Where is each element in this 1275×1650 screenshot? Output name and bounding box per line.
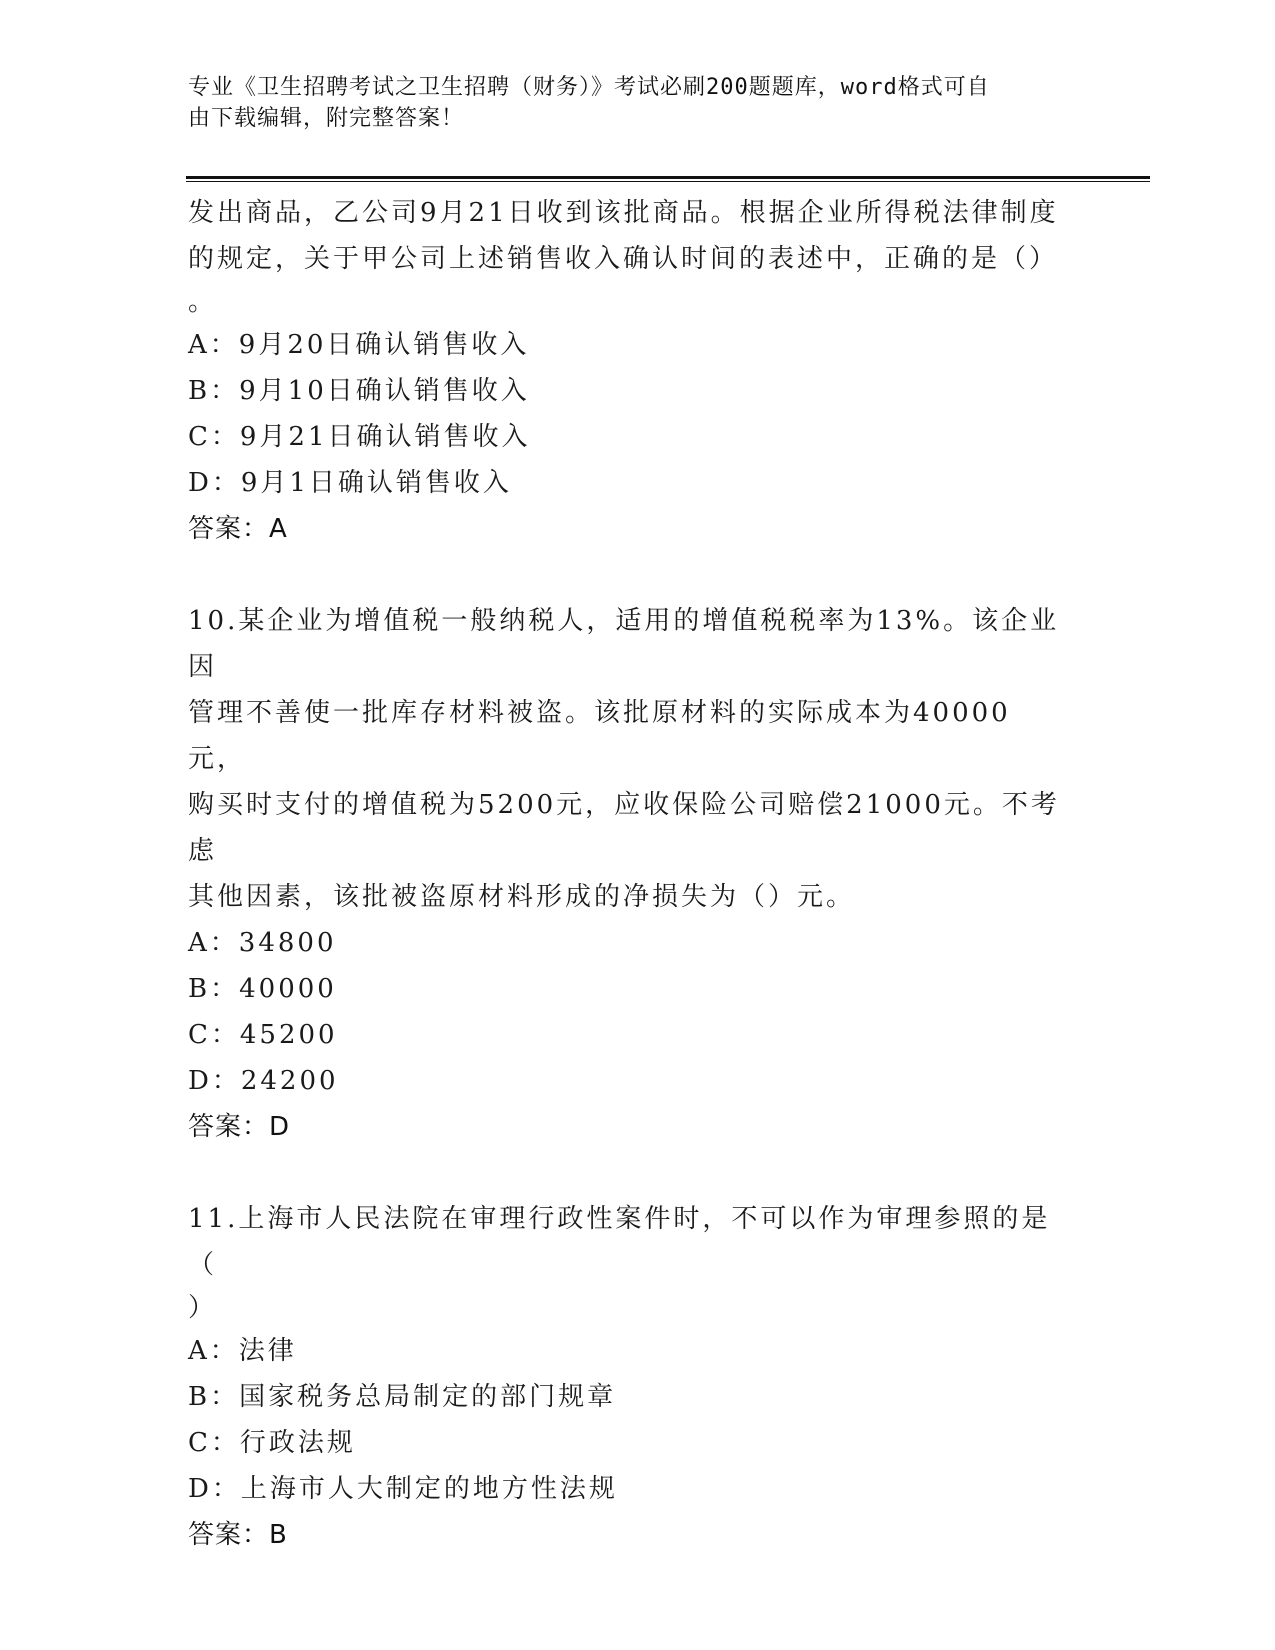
option-c: C：行政法规 (188, 1428, 356, 1458)
option-c: C：45200 (188, 1020, 338, 1050)
question-10 (188, 598, 1068, 1150)
option-b: B：9月10日确认销售收入 (188, 376, 530, 406)
header-line-1: 专业《卫生招聘考试之卫生招聘（财务）》考试必刷200题题库，word格式可自 (188, 75, 990, 100)
document-header (188, 72, 1068, 134)
header-line-2: 由下载编辑，附完整答案！ (188, 106, 465, 131)
question-9 (188, 190, 1068, 552)
spacer (188, 552, 1068, 598)
option-a: A：34800 (188, 928, 337, 958)
answer-line: 答案：D (188, 1112, 291, 1142)
question-text-line: ） (188, 1293, 218, 1323)
question-text-line: 管理不善使一批库存材料被盗。该批原材料的实际成本为40000元， (188, 698, 1011, 774)
header-rule-thin (186, 181, 1150, 182)
question-text-line: 购买时支付的增值税为5200元，应收保险公司赔偿21000元。不考虑 (188, 790, 1060, 866)
question-text-line: 11.上海市人民法院在审理行政性案件时，不可以作为审理参照的是（ (188, 1204, 1051, 1280)
option-a: A：法律 (188, 1336, 297, 1366)
question-list (188, 190, 1068, 1558)
question-text-line: 发出商品，乙公司9月21日收到该批商品。根据企业所得税法律制度 (188, 198, 1059, 228)
option-d: D：9月1日确认销售收入 (188, 468, 512, 498)
answer-line: 答案：B (188, 1520, 288, 1550)
option-b: B：40000 (188, 974, 337, 1004)
spacer (188, 1150, 1068, 1196)
question-text-line: 。 (188, 287, 218, 317)
answer-line: 答案：A (188, 514, 288, 544)
option-b: B：国家税务总局制定的部门规章 (188, 1382, 617, 1412)
question-text-line: 的规定，关于甲公司上述销售收入确认时间的表述中，正确的是（） (188, 244, 1059, 274)
option-c: C：9月21日确认销售收入 (188, 422, 531, 452)
option-a: A：9月20日确认销售收入 (188, 330, 530, 360)
header-rule-thick (186, 176, 1150, 179)
question-11 (188, 1196, 1068, 1558)
option-d: D：24200 (188, 1066, 339, 1096)
question-text-line: 其他因素，该批被盗原材料形成的净损失为（）元。 (188, 882, 856, 912)
option-d: D：上海市人大制定的地方性法规 (188, 1474, 618, 1504)
question-text-line: 10.某企业为增值税一般纳税人，适用的增值税税率为13%。该企业因 (188, 606, 1060, 682)
